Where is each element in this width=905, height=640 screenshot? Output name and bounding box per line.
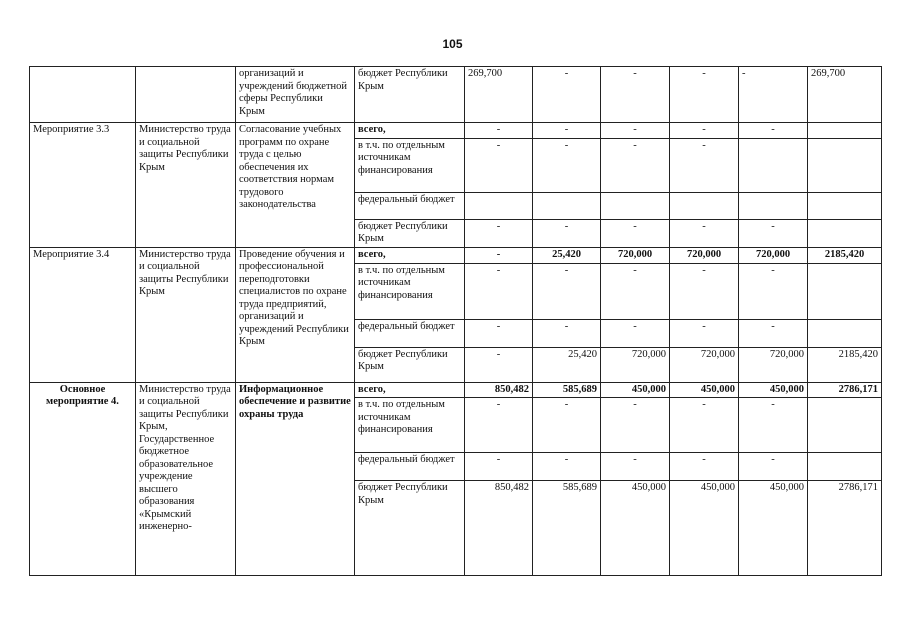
- cell-value: [808, 453, 882, 481]
- cell-value: 2185,420: [808, 247, 882, 263]
- cell-value: 720,000: [739, 247, 808, 263]
- cell-source-fed: федеральный бюджет: [355, 453, 465, 481]
- cell-description: Информационное обеспечение и развитие охраны труда: [236, 382, 355, 576]
- cell-value: 720,000: [739, 347, 808, 382]
- cell-source-incl: в т.ч. по отдельным источникам финансирования: [355, 138, 465, 192]
- cell-value: 720,000: [601, 247, 670, 263]
- table-row-measure-3-4-total: [30, 247, 882, 263]
- cell-value: [465, 192, 533, 219]
- cell-source-total: всего,: [355, 247, 465, 263]
- cell-value: -: [533, 219, 601, 247]
- cell-value: -: [739, 67, 808, 123]
- cell-value: 450,000: [739, 481, 808, 576]
- cell-value: -: [465, 138, 533, 192]
- cell-value: 720,000: [670, 247, 739, 263]
- cell-value: -: [533, 398, 601, 453]
- cell-value: -: [601, 398, 670, 453]
- cell-value: 2786,171: [808, 382, 882, 398]
- cell-measure: Мероприятие 3.3: [30, 123, 136, 248]
- cell-value: -: [601, 453, 670, 481]
- cell-value: 585,689: [533, 481, 601, 576]
- cell-value: -: [670, 319, 739, 347]
- cell-value: 450,000: [670, 481, 739, 576]
- cell-source-rk: бюджет Республики Крым: [355, 481, 465, 576]
- cell-value: -: [670, 67, 739, 123]
- cell-value: -: [601, 123, 670, 139]
- cell-value: 2185,420: [808, 347, 882, 382]
- cell-value: [739, 192, 808, 219]
- cell-value: -: [739, 123, 808, 139]
- cell-value: 450,000: [670, 382, 739, 398]
- cell-source-fed: федеральный бюджет: [355, 192, 465, 219]
- cell-value: -: [670, 138, 739, 192]
- cell-description: Согласование учебных программ по охране труда с целью обеспечения их соответствия нормам трудового законодательства: [236, 123, 355, 248]
- cell-value: [808, 263, 882, 319]
- cell-value: -: [465, 263, 533, 319]
- cell-value: 585,689: [533, 382, 601, 398]
- cell-value: 2786,171: [808, 481, 882, 576]
- cell-source-rk: бюджет Республики Крым: [355, 347, 465, 382]
- cell-value: -: [465, 347, 533, 382]
- cell-value: 25,420: [533, 247, 601, 263]
- cell-value: 25,420: [533, 347, 601, 382]
- cell-value: -: [465, 219, 533, 247]
- cell-value: -: [465, 398, 533, 453]
- cell-measure: Мероприятие 3.4: [30, 247, 136, 382]
- cell-value: 269,700: [808, 67, 882, 123]
- cell-executor: Министерство труда и социальной защиты Республики Крым, Государственное бюджетное образовательное учреждение высшего образования «Крымский инженерно-: [136, 382, 236, 576]
- cell-value: [670, 192, 739, 219]
- cell-value: -: [739, 398, 808, 453]
- cell-measure: [30, 67, 136, 123]
- cell-value: -: [465, 319, 533, 347]
- cell-description: Проведение обучения и профессиональной переподготовки специалистов по охране труда предприятий, организаций и учреждений Республики Крым: [236, 247, 355, 382]
- cell-value: 720,000: [601, 347, 670, 382]
- cell-value: -: [465, 123, 533, 139]
- cell-source-total: всего,: [355, 382, 465, 398]
- cell-value: -: [465, 247, 533, 263]
- cell-source-total: всего,: [355, 123, 465, 139]
- cell-value: -: [670, 453, 739, 481]
- cell-value: [808, 138, 882, 192]
- cell-measure: Основное мероприятие 4.: [30, 382, 136, 576]
- cell-value: -: [533, 123, 601, 139]
- cell-value: [808, 398, 882, 453]
- cell-value: -: [670, 219, 739, 247]
- budget-table: [29, 66, 882, 576]
- cell-value: -: [533, 138, 601, 192]
- cell-value: -: [465, 453, 533, 481]
- cell-value: -: [601, 219, 670, 247]
- cell-value: -: [739, 319, 808, 347]
- cell-source-incl: в т.ч. по отдельным источникам финансирования: [355, 263, 465, 319]
- table-row-main-measure-4-total: [30, 382, 882, 398]
- cell-value: [808, 319, 882, 347]
- cell-executor: [136, 67, 236, 123]
- cell-value: 450,000: [739, 382, 808, 398]
- cell-value: [808, 123, 882, 139]
- cell-value: 850,482: [465, 481, 533, 576]
- cell-value: 269,700: [465, 67, 533, 123]
- table-row-continuation: [30, 67, 882, 123]
- cell-value: -: [739, 263, 808, 319]
- cell-value: -: [601, 67, 670, 123]
- cell-executor: Министерство труда и социальной защиты Республики Крым: [136, 123, 236, 248]
- cell-value: [808, 192, 882, 219]
- cell-value: -: [670, 398, 739, 453]
- cell-value: 850,482: [465, 382, 533, 398]
- cell-value: -: [601, 138, 670, 192]
- cell-executor: Министерство труда и социальной защиты Республики Крым: [136, 247, 236, 382]
- cell-value: -: [670, 123, 739, 139]
- cell-value: -: [739, 453, 808, 481]
- cell-value: [601, 192, 670, 219]
- cell-source-rk: бюджет Республики Крым: [355, 219, 465, 247]
- cell-value: -: [601, 319, 670, 347]
- cell-value: -: [533, 263, 601, 319]
- cell-value: -: [601, 263, 670, 319]
- cell-value: -: [739, 219, 808, 247]
- cell-value: 450,000: [601, 481, 670, 576]
- cell-value: -: [533, 319, 601, 347]
- cell-description: организаций и учреждений бюджетной сферы Республики Крым: [236, 67, 355, 123]
- cell-value: 450,000: [601, 382, 670, 398]
- cell-value: [533, 192, 601, 219]
- cell-value: -: [670, 263, 739, 319]
- cell-source: бюджет Республики Крым: [355, 67, 465, 123]
- cell-value: [808, 219, 882, 247]
- table-row-measure-3-3-total: [30, 123, 882, 139]
- cell-value: 720,000: [670, 347, 739, 382]
- cell-value: -: [533, 67, 601, 123]
- cell-value: -: [533, 453, 601, 481]
- cell-source-incl: в т.ч. по отдельным источникам финансирования: [355, 398, 465, 453]
- cell-value: [739, 138, 808, 192]
- page-number: 105: [442, 37, 463, 51]
- cell-source-fed: федеральный бюджет: [355, 319, 465, 347]
